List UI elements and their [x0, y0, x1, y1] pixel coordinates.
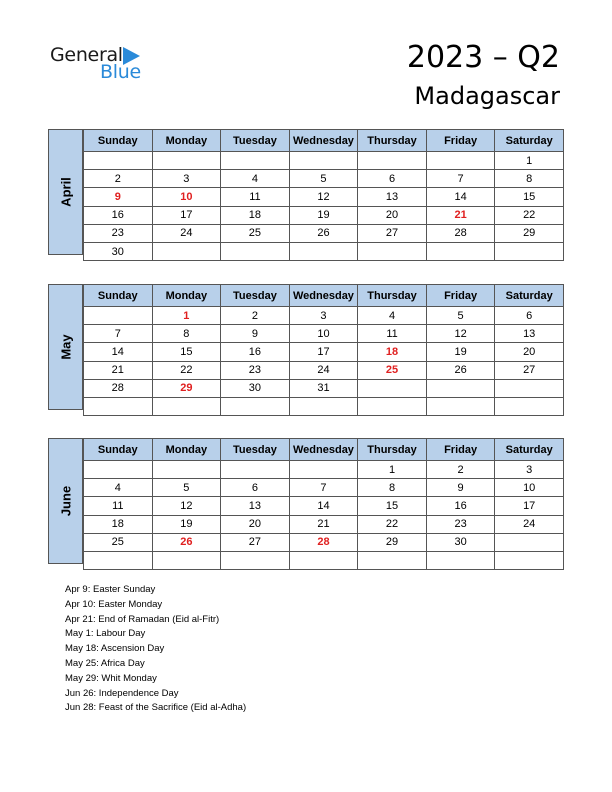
weekday-header: Thursday: [358, 130, 427, 152]
empty-day-cell: [84, 551, 153, 569]
day-cell: 7: [84, 325, 153, 343]
day-cell: 5: [152, 479, 221, 497]
empty-day-cell: [289, 152, 358, 170]
weekday-header: Wednesday: [289, 285, 358, 307]
day-cell: 27: [358, 224, 427, 242]
day-cell: 6: [358, 170, 427, 188]
day-cell: 13: [495, 325, 564, 343]
weekday-header: Saturday: [495, 130, 564, 152]
weekday-header: Tuesday: [221, 285, 290, 307]
month-name: April: [58, 177, 73, 207]
day-cell: 2: [221, 307, 290, 325]
week-row: [84, 343, 564, 361]
week-row: [84, 242, 564, 260]
day-cell: 26: [426, 361, 495, 379]
day-cell: 18: [221, 206, 290, 224]
day-cell: 30: [221, 379, 290, 397]
day-cell: 20: [358, 206, 427, 224]
month-name: May: [58, 334, 73, 360]
empty-day-cell: [289, 461, 358, 479]
country-name: Madagascar: [414, 82, 560, 110]
week-row: [84, 515, 564, 533]
day-cell: 23: [426, 515, 495, 533]
day-cell: 4: [358, 307, 427, 325]
holiday-note: Apr 10: Easter Monday: [65, 598, 163, 610]
week-row: [84, 224, 564, 242]
day-cell: 21: [426, 206, 495, 224]
weekday-header: Tuesday: [221, 130, 290, 152]
weekday-header: Wednesday: [289, 130, 358, 152]
weekday-header: Sunday: [84, 285, 153, 307]
week-row: [84, 533, 564, 551]
holiday-note: May 25: Africa Day: [65, 657, 145, 669]
empty-day-cell: [495, 242, 564, 260]
calendar-grid: [83, 284, 564, 416]
day-cell: 28: [84, 379, 153, 397]
week-row: [84, 379, 564, 397]
day-cell: 30: [426, 533, 495, 551]
empty-day-cell: [221, 397, 290, 415]
day-cell: 1: [495, 152, 564, 170]
day-cell: 12: [426, 325, 495, 343]
weekday-header: Saturday: [495, 285, 564, 307]
day-cell: 7: [289, 479, 358, 497]
day-cell: 18: [84, 515, 153, 533]
logo-text-blue: Blue: [100, 61, 141, 83]
week-row: [84, 170, 564, 188]
empty-day-cell: [221, 551, 290, 569]
weekday-header: Thursday: [358, 439, 427, 461]
day-cell: 9: [221, 325, 290, 343]
week-row: [84, 361, 564, 379]
day-cell: 2: [84, 170, 153, 188]
empty-day-cell: [152, 397, 221, 415]
holiday-note: Apr 21: End of Ramadan (Eid al-Fitr): [65, 613, 220, 625]
day-cell: 11: [358, 325, 427, 343]
holiday-notes: [65, 583, 246, 716]
day-cell: 13: [221, 497, 290, 515]
day-cell: 17: [289, 343, 358, 361]
day-cell: 16: [221, 343, 290, 361]
empty-day-cell: [495, 379, 564, 397]
holiday-note: Jun 28: Feast of the Sacrifice (Eid al-Adha): [65, 702, 247, 714]
day-cell: 3: [495, 461, 564, 479]
empty-day-cell: [358, 551, 427, 569]
day-cell: 5: [426, 307, 495, 325]
empty-day-cell: [221, 461, 290, 479]
week-row: [84, 307, 564, 325]
day-cell: 3: [289, 307, 358, 325]
week-row: [84, 152, 564, 170]
holiday-note: May 18: Ascension Day: [65, 643, 165, 655]
day-cell: 17: [152, 206, 221, 224]
holiday-note: Jun 26: Independence Day: [65, 687, 179, 699]
day-cell: 19: [152, 515, 221, 533]
weekday-header-row: [84, 130, 564, 152]
weekday-header: Monday: [152, 285, 221, 307]
weekday-header: Wednesday: [289, 439, 358, 461]
day-cell: 9: [84, 188, 153, 206]
day-cell: 1: [358, 461, 427, 479]
day-cell: 14: [426, 188, 495, 206]
month-calendar-june: [48, 438, 564, 564]
page-title: 2023 – Q2: [406, 40, 560, 75]
day-cell: 8: [152, 325, 221, 343]
day-cell: 7: [426, 170, 495, 188]
day-cell: 29: [358, 533, 427, 551]
day-cell: 30: [84, 242, 153, 260]
logo-text-general: General: [50, 44, 123, 66]
generalblue-logo: [50, 44, 160, 84]
weekday-header: Saturday: [495, 439, 564, 461]
month-label-cell: [48, 284, 83, 410]
day-cell: 6: [221, 479, 290, 497]
day-cell: 24: [495, 515, 564, 533]
holiday-note: Apr 9: Easter Sunday: [65, 584, 156, 595]
day-cell: 21: [84, 361, 153, 379]
weekday-header: Friday: [426, 439, 495, 461]
day-cell: 22: [495, 206, 564, 224]
day-cell: 26: [289, 224, 358, 242]
empty-day-cell: [495, 533, 564, 551]
empty-day-cell: [152, 242, 221, 260]
weekday-header-row: [84, 285, 564, 307]
day-cell: 10: [289, 325, 358, 343]
week-row: [84, 551, 564, 569]
weekday-header: Sunday: [84, 439, 153, 461]
day-cell: 15: [152, 343, 221, 361]
day-cell: 21: [289, 515, 358, 533]
day-cell: 12: [152, 497, 221, 515]
day-cell: 2: [426, 461, 495, 479]
week-row: [84, 461, 564, 479]
day-cell: 9: [426, 479, 495, 497]
holiday-note: May 29: Whit Monday: [65, 672, 157, 684]
empty-day-cell: [495, 551, 564, 569]
calendar-grid: [83, 129, 564, 261]
empty-day-cell: [152, 461, 221, 479]
month-label-cell: [48, 129, 83, 255]
day-cell: 18: [358, 343, 427, 361]
empty-day-cell: [221, 152, 290, 170]
day-cell: 11: [84, 497, 153, 515]
weekday-header: Sunday: [84, 130, 153, 152]
empty-day-cell: [289, 397, 358, 415]
day-cell: 19: [426, 343, 495, 361]
day-cell: 19: [289, 206, 358, 224]
weekday-header: Monday: [152, 130, 221, 152]
empty-day-cell: [84, 307, 153, 325]
empty-day-cell: [84, 152, 153, 170]
weekday-header: Thursday: [358, 285, 427, 307]
day-cell: 10: [152, 188, 221, 206]
empty-day-cell: [84, 397, 153, 415]
day-cell: 15: [358, 497, 427, 515]
day-cell: 11: [221, 188, 290, 206]
month-label-cell: [48, 438, 83, 564]
day-cell: 16: [426, 497, 495, 515]
day-cell: 3: [152, 170, 221, 188]
day-cell: 29: [152, 379, 221, 397]
weekday-header: Friday: [426, 130, 495, 152]
day-cell: 29: [495, 224, 564, 242]
weekday-header: Tuesday: [221, 439, 290, 461]
calendar-grid: [83, 438, 564, 570]
day-cell: 20: [495, 343, 564, 361]
empty-day-cell: [289, 242, 358, 260]
week-row: [84, 188, 564, 206]
day-cell: 12: [289, 188, 358, 206]
empty-day-cell: [495, 397, 564, 415]
day-cell: 22: [358, 515, 427, 533]
week-row: [84, 497, 564, 515]
week-row: [84, 479, 564, 497]
day-cell: 4: [221, 170, 290, 188]
day-cell: 8: [495, 170, 564, 188]
empty-day-cell: [426, 242, 495, 260]
empty-day-cell: [152, 551, 221, 569]
day-cell: 31: [289, 379, 358, 397]
day-cell: 22: [152, 361, 221, 379]
day-cell: 8: [358, 479, 427, 497]
week-row: [84, 325, 564, 343]
day-cell: 24: [152, 224, 221, 242]
empty-day-cell: [289, 551, 358, 569]
weekday-header: Friday: [426, 285, 495, 307]
day-cell: 14: [289, 497, 358, 515]
day-cell: 28: [426, 224, 495, 242]
empty-day-cell: [84, 461, 153, 479]
empty-day-cell: [426, 551, 495, 569]
month-name: June: [58, 485, 73, 517]
day-cell: 25: [221, 224, 290, 242]
day-cell: 28: [289, 533, 358, 551]
day-cell: 16: [84, 206, 153, 224]
empty-day-cell: [152, 152, 221, 170]
day-cell: 6: [495, 307, 564, 325]
holiday-note: May 1: Labour Day: [65, 628, 146, 640]
month-calendar-april: [48, 129, 564, 258]
day-cell: 26: [152, 533, 221, 551]
day-cell: 15: [495, 188, 564, 206]
weekday-header-row: [84, 439, 564, 461]
day-cell: 4: [84, 479, 153, 497]
day-cell: 23: [84, 224, 153, 242]
empty-day-cell: [426, 152, 495, 170]
month-calendar-may: [48, 284, 564, 410]
empty-day-cell: [358, 242, 427, 260]
day-cell: 24: [289, 361, 358, 379]
day-cell: 10: [495, 479, 564, 497]
day-cell: 13: [358, 188, 427, 206]
empty-day-cell: [358, 397, 427, 415]
day-cell: 1: [152, 307, 221, 325]
day-cell: 20: [221, 515, 290, 533]
day-cell: 5: [289, 170, 358, 188]
day-cell: 14: [84, 343, 153, 361]
day-cell: 17: [495, 497, 564, 515]
day-cell: 27: [495, 361, 564, 379]
week-row: [84, 206, 564, 224]
day-cell: 23: [221, 361, 290, 379]
day-cell: 27: [221, 533, 290, 551]
empty-day-cell: [221, 242, 290, 260]
weekday-header: Monday: [152, 439, 221, 461]
day-cell: 25: [84, 533, 153, 551]
empty-day-cell: [426, 397, 495, 415]
empty-day-cell: [426, 379, 495, 397]
empty-day-cell: [358, 379, 427, 397]
week-row: [84, 397, 564, 415]
day-cell: 25: [358, 361, 427, 379]
empty-day-cell: [358, 152, 427, 170]
